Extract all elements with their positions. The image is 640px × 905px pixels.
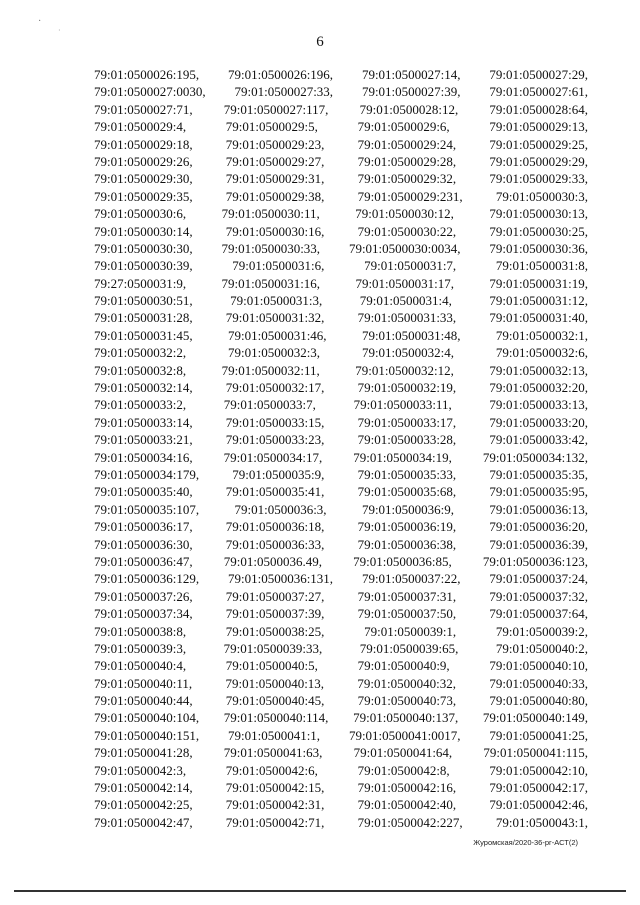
cadastral-number: 79:01:0500038:8, (94, 623, 187, 639)
cadastral-number: 79:01:0500042:6, (225, 762, 318, 778)
cadastral-number: 79:01:0500042:40, (357, 797, 457, 813)
cadastral-number: 79:01:0500033:14, (94, 414, 193, 430)
cadastral-number: 79:01:0500040:9, (357, 658, 450, 674)
list-row (94, 414, 588, 431)
cadastral-number: 79:01:0500027:61, (489, 84, 588, 100)
list-row (94, 536, 588, 553)
cadastral-number: 79:01:0500036:85, (353, 553, 452, 569)
cadastral-number: 79:01:0500040:32, (357, 675, 457, 691)
cadastral-number: 79:01:0500041:28, (94, 745, 193, 761)
list-row (94, 153, 588, 170)
cadastral-number: 79:01:0500037:64, (489, 606, 588, 622)
cadastral-number: 79:01:0500042:14, (94, 780, 193, 796)
list-row (94, 727, 588, 744)
cadastral-number: 79:01:0500029:4, (94, 119, 187, 135)
cadastral-number: 79:01:0500031:28, (94, 310, 193, 326)
cadastral-number: 79:01:0500033:13, (489, 397, 588, 413)
cadastral-number: 79:01:0500032:3, (227, 345, 321, 361)
cadastral-number: 79:01:0500039:65, (359, 640, 459, 656)
cadastral-number: 79:01:0500032:1, (495, 327, 588, 343)
cadastral-number: 79:01:0500029:27, (225, 153, 325, 169)
cadastral-number: 79:01:0500030:25, (489, 223, 588, 239)
list-row (94, 327, 588, 344)
cadastral-number: 79:01:0500036:39, (489, 536, 588, 552)
cadastral-number: 79:01:0500030:22, (357, 223, 457, 239)
cadastral-number: 79:01:0500028:12, (359, 101, 459, 117)
cadastral-number: 79:01:0500033:2, (94, 397, 187, 413)
list-row (94, 623, 588, 640)
cadastral-number: 79:01:0500040:5, (225, 658, 318, 674)
list-row (94, 553, 588, 570)
cadastral-number: 79:01:0500034:17, (223, 449, 323, 465)
cadastral-number: 79:01:0500026:195, (94, 67, 200, 82)
cadastral-number: 79:01:0500039:3, (94, 640, 187, 656)
scan-mark: · (38, 16, 42, 27)
cadastral-number: 79:01:0500031:48, (361, 327, 461, 343)
cadastral-number: 79:01:0500031:16, (221, 275, 321, 291)
cadastral-number: 79:01:0500031:4, (359, 293, 452, 309)
cadastral-number: 79:01:0500036.49, (223, 553, 322, 569)
cadastral-number: 79:01:0500037:26, (94, 588, 193, 604)
list-row (94, 640, 588, 657)
cadastral-number: 79:01:0500035:9, (232, 466, 325, 482)
cadastral-number: 79:01:0500036:129, (94, 571, 200, 587)
cadastral-number: 79:01:0500030:3, (495, 188, 588, 204)
cadastral-number: 79:01:0500042:10, (489, 762, 588, 778)
list-row (94, 692, 588, 709)
cadastral-number: 79:01:0500030:12, (355, 206, 454, 222)
cadastral-number: 79:01:0500042:25, (94, 797, 193, 813)
cadastral-number: 79:01:0500030:36, (489, 240, 588, 256)
cadastral-number: 79:01:0500030:16, (225, 223, 325, 239)
list-row (94, 275, 588, 292)
cadastral-number: 79:01:0500040:11, (94, 675, 193, 691)
page-number: 6 (316, 34, 324, 50)
list-row (94, 657, 588, 674)
cadastral-number: 79:01:0500029:30, (94, 171, 193, 187)
cadastral-number: 79:01:0500030:13, (489, 206, 588, 222)
cadastral-number: 79:01:0500032:11, (221, 362, 320, 378)
list-row (94, 466, 588, 483)
cadastral-number: 79:01:0500029:231, (357, 188, 463, 204)
cadastral-number: 79:01:0500042:46, (489, 797, 588, 813)
list-row (94, 379, 588, 396)
cadastral-number: 79:01:0500030:0034, (348, 240, 461, 256)
cadastral-number: 79:01:0500036:33, (225, 536, 325, 552)
cadastral-number: 79:01:0500037:27, (225, 588, 325, 604)
cadastral-number: 79:01:0500037:22, (361, 571, 461, 587)
cadastral-number: 79:01:0500036:131, (227, 571, 334, 587)
cadastral-number: 79:01:0500029:28, (357, 153, 457, 169)
cadastral-number: 79:01:0500032:13, (489, 362, 588, 378)
cadastral-number: 79:01:0500040:104, (94, 710, 200, 726)
cadastral-number: 79:01:0500031:7, (364, 258, 457, 274)
cadastral-number: 79:01:0500040:114, (223, 710, 329, 726)
list-row (94, 205, 588, 222)
cadastral-number: 79:01:0500042:8, (357, 762, 450, 778)
list-row (94, 118, 588, 135)
list-row (94, 605, 588, 622)
cadastral-number: 79:01:0500040:151, (94, 727, 200, 743)
scan-mark: · (58, 26, 61, 35)
list-row (94, 588, 588, 605)
cadastral-number: 79:01:0500042:71, (225, 814, 325, 830)
cadastral-number: 79:01:0500034:132, (482, 449, 588, 465)
cadastral-number: 79:01:0500040:4, (94, 658, 187, 674)
cadastral-number: 79:01:0500029:23, (225, 136, 325, 152)
cadastral-number: 79:01:0500030:51, (94, 293, 193, 309)
cadastral-number: 79:01:0500032:6, (495, 345, 588, 361)
cadastral-number: 79:01:0500029:29, (489, 153, 588, 169)
cadastral-number: 79:01:0500032:19, (357, 380, 457, 396)
cadastral-number: 79:01:0500033:11, (353, 397, 452, 413)
list-row (94, 362, 588, 379)
cadastral-number: 79:01:0500027:33, (234, 84, 334, 100)
cadastral-number: 79:01:0500033:21, (94, 432, 193, 448)
cadastral-number: 79:01:0500036:47, (94, 553, 193, 569)
cadastral-number: 79:01:0500036:17, (94, 519, 193, 535)
cadastral-number: 79:01:0500040:33, (489, 675, 588, 691)
list-row (94, 83, 588, 100)
cadastral-number: 79:01:0500032:4, (361, 345, 455, 361)
cadastral-number: 79:01:0500039:33, (223, 640, 323, 656)
list-row (94, 744, 588, 761)
list-row (94, 814, 588, 831)
list-row (94, 779, 588, 796)
cadastral-number: 79:01:0500042:227, (357, 814, 463, 830)
cadastral-number: 79:01:0500036:123, (482, 553, 588, 569)
cadastral-number: 79:01:0500035:95, (489, 484, 588, 500)
cadastral-number: 79:01:0500031:8, (495, 258, 588, 274)
list-row (94, 796, 588, 813)
cadastral-number: 79:01:0500040:149, (482, 710, 588, 726)
cadastral-number: 79:01:0500031:40, (489, 310, 588, 326)
cadastral-number: 79:01:0500035:40, (94, 484, 193, 500)
cadastral-number: 79:01:0500040:80, (489, 693, 588, 709)
cadastral-number: 79:01:0500037:32, (489, 588, 588, 604)
cadastral-number: 79:01:0500029:33, (489, 171, 588, 187)
list-row (94, 501, 588, 518)
cadastral-number: 79:01:0500031:19, (489, 275, 588, 291)
cadastral-number: 79:01:0500029:13, (489, 119, 588, 135)
list-row (94, 518, 588, 535)
cadastral-number: 79:01:0500037:34, (94, 606, 193, 622)
list-row (94, 188, 588, 205)
cadastral-number: 79:01:0500042:47, (94, 814, 193, 830)
cadastral-number: 79:01:0500032:2, (94, 345, 187, 361)
cadastral-number: 79:01:0500029:35, (94, 188, 193, 204)
cadastral-number: 79:01:0500033:28, (357, 432, 457, 448)
cadastral-number: 79:01:0500027:117, (223, 101, 329, 117)
cadastral-number: 79:01:0500036:3, (234, 501, 327, 517)
cadastral-number: 79:01:0500027:39, (361, 84, 461, 100)
cadastral-number: 79:01:0500029:32, (357, 171, 457, 187)
cadastral-number: 79:01:0500026:196, (227, 67, 334, 82)
cadastral-number: 79:01:0500030:30, (94, 240, 193, 256)
cadastral-number: 79:01:0500041:115, (483, 745, 588, 761)
list-row (94, 675, 588, 692)
cadastral-number: 79:01:0500032:17, (225, 380, 325, 396)
cadastral-number: 79:01:0500036:30, (94, 536, 193, 552)
cadastral-number: 79:01:0500040:44, (94, 693, 193, 709)
cadastral-number: 79:01:0500038:25, (225, 623, 325, 639)
cadastral-number: 79:01:0500031:32, (225, 310, 325, 326)
cadastral-number: 79:01:0500032:8, (94, 362, 187, 378)
cadastral-number: 79:01:0500037:24, (489, 571, 588, 587)
cadastral-number: 79:01:0500036:18, (225, 519, 325, 535)
cadastral-number: 79:01:0500035:35, (489, 466, 588, 482)
cadastral-number: 79:01:0500031:3, (230, 293, 323, 309)
cadastral-number: 79:01:0500041:63, (223, 745, 323, 761)
cadastral-number: 79:01:0500042:16, (357, 780, 457, 796)
list-row (94, 449, 588, 466)
cadastral-number: 79:01:0500029:18, (94, 136, 193, 152)
cadastral-number: 79:01:0500037:50, (357, 606, 457, 622)
cadastral-number: 79:01:0500033:20, (489, 414, 588, 430)
cadastral-number: 79:01:0500031:6, (232, 258, 325, 274)
cadastral-number: 79:01:0500029:25, (489, 136, 588, 152)
list-row (94, 431, 588, 448)
cadastral-number: 79:01:0500027:71, (94, 101, 193, 117)
cadastral-number: 79:01:0500034:16, (94, 449, 193, 465)
cadastral-number: 79:01:0500029:31, (225, 171, 325, 187)
cadastral-number: 79:01:0500031:33, (357, 310, 457, 326)
cadastral-number: 79:01:0500029:38, (225, 188, 325, 204)
cadastral-number: 79:01:0500033:42, (489, 432, 588, 448)
cadastral-number: 79:01:0500040:73, (357, 693, 457, 709)
cadastral-number: 79:01:0500030:14, (94, 223, 193, 239)
cadastral-number: 79:01:0500042:17, (489, 780, 588, 796)
cadastral-number: 79:01:0500027:29, (489, 67, 588, 82)
list-row (94, 240, 588, 257)
cadastral-number: 79:01:0500035:68, (357, 484, 457, 500)
cadastral-number: 79:01:0500035:41, (225, 484, 325, 500)
cadastral-number: 79:01:0500040:13, (225, 675, 325, 691)
cadastral-number: 79:01:0500041:1, (227, 727, 321, 743)
list-row (94, 170, 588, 187)
cadastral-number: 79:01:0500029:6, (357, 119, 450, 135)
list-row (94, 762, 588, 779)
cadastral-number: 79:01:0500033:15, (225, 414, 325, 430)
cadastral-number: 79:01:0500037:31, (357, 588, 457, 604)
cadastral-number: 79:01:0500035:33, (357, 466, 457, 482)
list-row (94, 66, 588, 83)
cadastral-number: 79:01:0500034:179, (94, 466, 200, 482)
cadastral-number: 79:01:0500034:19, (353, 449, 452, 465)
cadastral-number: 79:01:0500031:46, (227, 327, 327, 343)
cadastral-number: 79:01:0500027:0030, (94, 84, 206, 100)
cadastral-number: 79:01:0500033:17, (357, 414, 457, 430)
cadastral-number: 79:01:0500042:31, (225, 797, 325, 813)
list-row (94, 223, 588, 240)
cadastral-number: 79:01:0500042:3, (94, 762, 187, 778)
cadastral-number-list (94, 66, 588, 831)
cadastral-number: 79:01:0500041:25, (489, 727, 588, 743)
cadastral-number: 79:01:0500035:107, (94, 501, 200, 517)
list-row (94, 257, 588, 274)
list-row (94, 709, 588, 726)
cadastral-number: 79:01:0500043:1, (495, 814, 588, 830)
cadastral-number: 79:01:0500029:5, (225, 119, 318, 135)
cadastral-number: 79:01:0500036:19, (357, 519, 457, 535)
cadastral-number: 79:01:0500029:26, (94, 153, 193, 169)
cadastral-number: 79:01:0500030:11, (221, 206, 320, 222)
cadastral-number: 79:01:0500039:1, (364, 623, 457, 639)
cadastral-number: 79:01:0500032:14, (94, 380, 193, 396)
cadastral-number: 79:01:0500042:15, (225, 780, 325, 796)
cadastral-number: 79:01:0500040:137, (353, 710, 459, 726)
list-row (94, 344, 588, 361)
list-row (94, 570, 588, 587)
cadastral-number: 79:01:0500033:23, (225, 432, 325, 448)
document-code: Журомская/2020-36-рг-АСТ(2) (473, 838, 578, 847)
cadastral-number: 79:01:0500031:12, (489, 293, 588, 309)
cadastral-number: 79:01:0500027:14, (361, 67, 461, 82)
cadastral-number: 79:01:0500040:10, (489, 658, 588, 674)
cadastral-number: 79:01:0500039:2, (495, 623, 588, 639)
cadastral-number: 79:01:0500041:64, (353, 745, 453, 761)
cadastral-number: 79:01:0500032:20, (489, 380, 588, 396)
cadastral-number: 79:01:0500036:9, (361, 501, 455, 517)
cadastral-number: 79:01:0500036:20, (489, 519, 588, 535)
bottom-divider (14, 890, 626, 892)
list-row (94, 396, 588, 413)
list-row (94, 292, 588, 309)
cadastral-number: 79:27:0500031:9, (94, 275, 187, 291)
cadastral-number: 79:01:0500041:0017, (348, 727, 461, 743)
cadastral-number: 79:01:0500037:39, (225, 606, 325, 622)
cadastral-number: 79:01:0500032:12, (355, 362, 454, 378)
cadastral-number: 79:01:0500030:39, (94, 258, 193, 274)
list-row (94, 309, 588, 326)
cadastral-number: 79:01:0500030:33, (221, 240, 321, 256)
cadastral-number: 79:01:0500031:45, (94, 327, 193, 343)
cadastral-number: 79:01:0500036:13, (489, 501, 588, 517)
cadastral-number: 79:01:0500033:7, (223, 397, 316, 413)
cadastral-number: 79:01:0500028:64, (489, 101, 588, 117)
cadastral-number: 79:01:0500030:6, (94, 206, 187, 222)
list-row (94, 136, 588, 153)
list-row (94, 101, 588, 118)
cadastral-number: 79:01:0500029:24, (357, 136, 457, 152)
cadastral-number: 79:01:0500036:38, (357, 536, 457, 552)
cadastral-number: 79:01:0500040:2, (495, 640, 588, 656)
list-row (94, 483, 588, 500)
cadastral-number: 79:01:0500040:45, (225, 693, 325, 709)
cadastral-number: 79:01:0500031:17, (355, 275, 455, 291)
